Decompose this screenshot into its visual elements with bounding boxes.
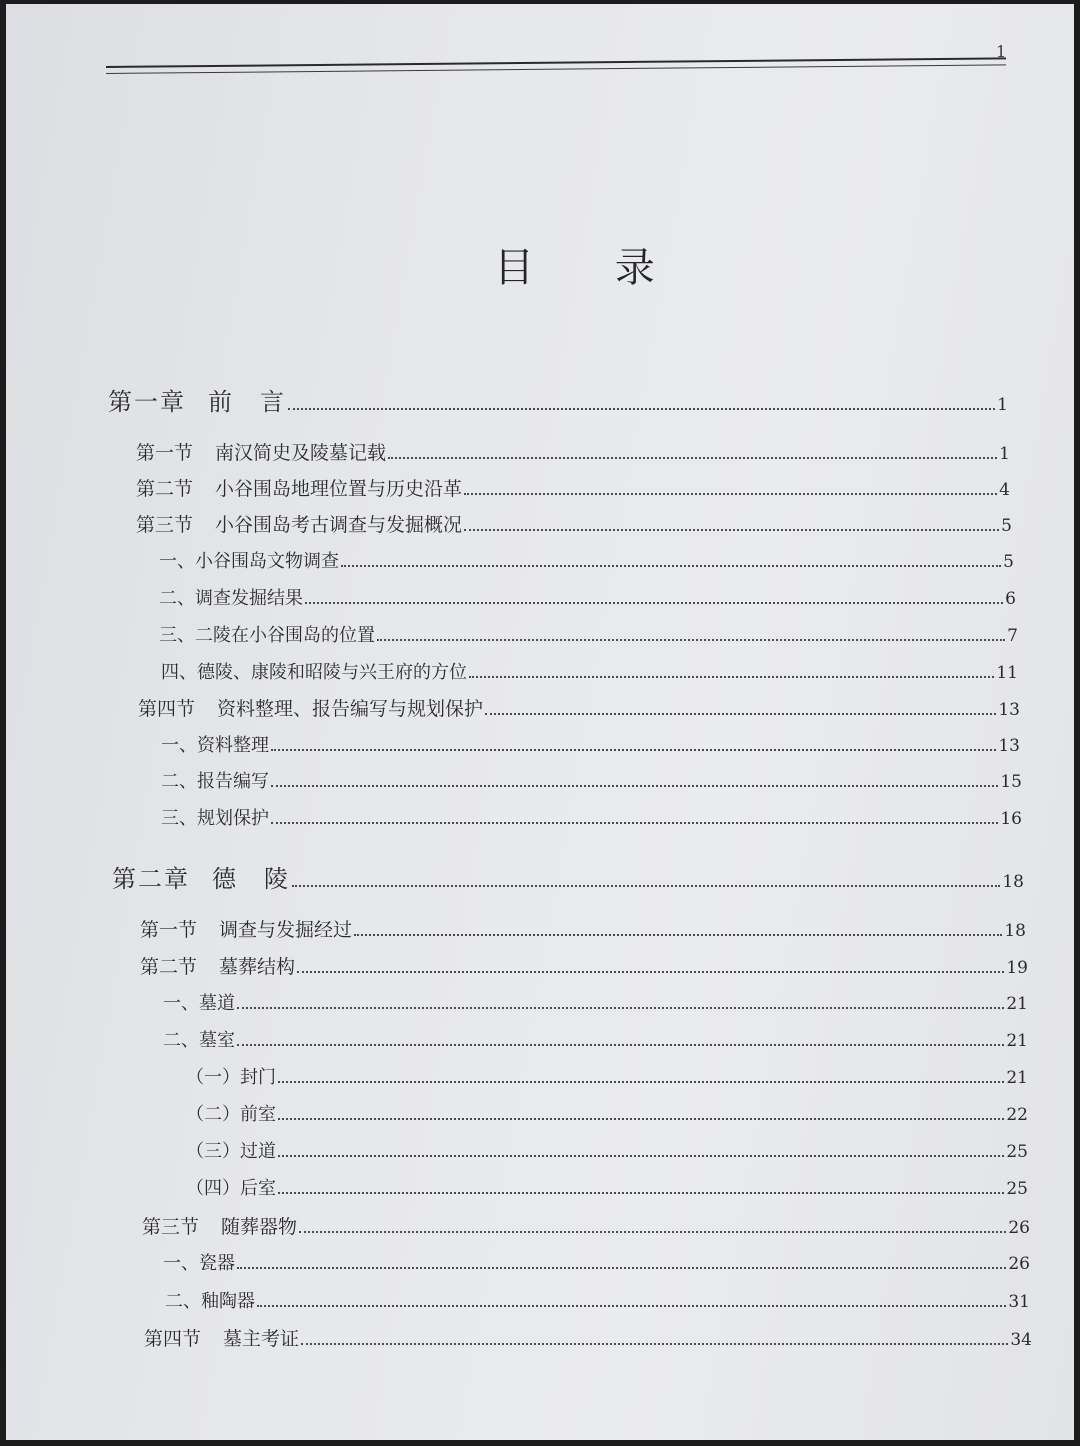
toc-leader-dots (464, 493, 997, 495)
toc-leader-dots (469, 676, 994, 678)
toc-entry-label (136, 438, 386, 465)
toc-entry-label (186, 1100, 276, 1126)
toc-leader-dots (354, 934, 1002, 936)
toc-entry-number: 第四节 (138, 698, 196, 720)
toc-entry-text: （二）前室 (186, 1104, 276, 1125)
toc-entry-label (136, 510, 462, 537)
toc-entry (136, 510, 1012, 542)
toc-entry-label (142, 1212, 297, 1239)
toc-entry-number: 第一节 (136, 442, 194, 464)
toc-entry-number: 第三节 (136, 514, 194, 536)
toc-entry-text: 二、釉陶器 (165, 1291, 255, 1312)
toc-leader-dots (278, 1118, 1004, 1120)
toc-entry-number: 第三节 (142, 1216, 200, 1238)
toc-entry-text: 二、墓室 (163, 1030, 235, 1051)
toc-entry-label (144, 1324, 299, 1351)
toc-entry (163, 989, 1028, 1021)
toc-leader-dots (288, 408, 995, 410)
toc-entry-page: 13 (998, 736, 1020, 756)
toc-entry-text: 一、资料整理 (161, 735, 269, 756)
document-page (6, 4, 1074, 1440)
toc-leader-dots (237, 1007, 1004, 1009)
toc-entry (161, 804, 1022, 836)
toc-leader-dots (271, 785, 998, 787)
toc-entry-number: 第二节 (140, 956, 198, 978)
toc-leader-dots (271, 749, 996, 751)
toc-entry (161, 767, 1022, 799)
toc-entry-text: 资料整理、报告编写与规划保护 (217, 698, 484, 720)
toc-entry-text: 小谷围岛地理位置与历史沿革 (215, 478, 463, 500)
toc-entry-page: 18 (1004, 921, 1026, 941)
toc-entry-label (186, 1137, 276, 1163)
toc-entry-label (140, 915, 352, 942)
toc-entry-text: 南汉简史及陵墓记载 (215, 442, 387, 464)
toc-entry (112, 859, 1024, 891)
toc-entry (161, 658, 1018, 690)
toc-leader-dots (278, 1192, 1004, 1194)
toc-entry-label (161, 804, 269, 830)
toc-entry-page: 13 (998, 700, 1020, 720)
toc-title: 目 录 (494, 245, 689, 291)
toc-leader-dots (305, 602, 1003, 604)
toc-entry-label (186, 1174, 276, 1200)
toc-entry-page: 19 (1006, 958, 1028, 978)
toc-entry-text: 随葬器物 (221, 1216, 298, 1238)
toc-entry-page: 6 (1005, 589, 1016, 609)
toc-entry-page: 31 (1008, 1292, 1030, 1312)
toc-entry-label (159, 547, 339, 573)
toc-entry (136, 474, 1010, 506)
toc-entry-text: 二、报告编写 (161, 771, 269, 792)
toc-entry-page: 11 (996, 663, 1018, 683)
toc-entry-page: 15 (1000, 772, 1022, 792)
toc-entry-page: 16 (1000, 809, 1022, 829)
toc-leader-dots (237, 1044, 1004, 1046)
toc-entry (136, 438, 1010, 470)
toc-entry (163, 1249, 1030, 1281)
toc-entry-page: 34 (1010, 1330, 1032, 1350)
toc-entry-label (159, 621, 375, 647)
toc-leader-dots (257, 1305, 1006, 1307)
toc-leader-dots (278, 1155, 1004, 1157)
toc-leader-dots (292, 885, 1000, 887)
toc-leader-dots (278, 1081, 1004, 1083)
toc-entry-text: 三、规划保护 (161, 808, 269, 829)
toc-entry (186, 1100, 1028, 1132)
toc-entry-text: 四、德陵、康陵和昭陵与兴王府的方位 (161, 662, 467, 683)
toc-entry-text: 二、调查发掘结果 (159, 588, 303, 609)
toc-entry (138, 694, 1020, 726)
toc-entry-page: 5 (1003, 552, 1014, 572)
page-number: 1 (996, 42, 1007, 61)
toc-entry (142, 1212, 1030, 1244)
toc-leader-dots (301, 1343, 1008, 1345)
toc-entry-label (161, 658, 467, 684)
toc-leader-dots (464, 529, 999, 531)
toc-leader-dots (377, 639, 1005, 641)
toc-entry (161, 731, 1020, 763)
toc-entry-page: 1 (999, 444, 1010, 464)
toc-entry-page: 25 (1006, 1179, 1028, 1199)
toc-entry-label (163, 989, 235, 1015)
toc-entry (159, 547, 1014, 579)
toc-entry-text: 德 陵 (212, 865, 290, 893)
toc-entry-page: 21 (1006, 994, 1028, 1014)
toc-entry (186, 1063, 1028, 1095)
toc-entry-label (163, 1249, 235, 1275)
toc-entry (140, 915, 1026, 947)
toc-entry-label (112, 859, 290, 894)
toc-entry (140, 952, 1028, 984)
toc-entry-page: 21 (1006, 1031, 1028, 1051)
toc-entry-label (138, 694, 483, 721)
toc-entry-page: 7 (1007, 626, 1018, 646)
toc-entry-text: （一）封门 (186, 1067, 276, 1088)
toc-entry-number: 第一节 (140, 919, 198, 941)
toc-entry-page: 4 (999, 480, 1010, 500)
toc-leader-dots (297, 971, 1004, 973)
toc-entry-number: 第四节 (144, 1328, 202, 1350)
toc-entry-text: 一、瓷器 (163, 1253, 235, 1274)
toc-leader-dots (271, 822, 998, 824)
toc-entry-page: 22 (1006, 1105, 1028, 1125)
toc-entry-label (163, 1026, 235, 1052)
toc-entry-text: （三）过道 (186, 1141, 276, 1162)
toc-entry-label (186, 1063, 276, 1089)
toc-entry-text: 一、墓道 (163, 993, 235, 1014)
toc-entry-label (159, 584, 303, 610)
toc-entry (186, 1174, 1028, 1206)
toc-entry (163, 1026, 1028, 1058)
toc-entry-text: 一、小谷围岛文物调查 (159, 551, 339, 572)
toc-entry-label (161, 767, 269, 793)
toc-entry-label (161, 731, 269, 757)
toc-entry-label (136, 474, 462, 501)
toc-leader-dots (341, 565, 1001, 567)
toc-entry-number: 第二章 (112, 865, 190, 893)
toc-entry-page: 21 (1006, 1068, 1028, 1088)
toc-entry-page: 26 (1008, 1254, 1030, 1274)
toc-entry-text: 调查与发掘经过 (219, 919, 353, 941)
toc-entry-text: 墓葬结构 (219, 956, 296, 978)
toc-entry-page: 25 (1006, 1142, 1028, 1162)
toc-entry-page: 26 (1008, 1218, 1030, 1238)
toc-entry-number: 第二节 (136, 478, 194, 500)
toc-entry (108, 382, 1008, 414)
toc-entry-text: 墓主考证 (223, 1328, 300, 1350)
toc-leader-dots (388, 457, 997, 459)
toc-entry-text: 三、二陵在小谷围岛的位置 (159, 625, 375, 646)
toc-entry (186, 1137, 1028, 1169)
toc-entry-page: 18 (1002, 872, 1024, 892)
toc-entry (159, 621, 1018, 653)
toc-leader-dots (237, 1267, 1006, 1269)
toc-entry (165, 1287, 1030, 1319)
toc-entry-number: 第一章 (108, 388, 186, 416)
toc-entry-text: 前 言 (208, 388, 286, 416)
toc-entry-text: 小谷围岛考古调查与发掘概况 (215, 514, 463, 536)
toc-entry-label (140, 952, 295, 979)
toc-entry-label (165, 1287, 255, 1313)
toc-entry-page: 1 (997, 395, 1008, 415)
toc-entry-text: （四）后室 (186, 1178, 276, 1199)
toc-leader-dots (485, 713, 996, 715)
toc-entry (144, 1324, 1032, 1356)
toc-entry (159, 584, 1016, 616)
toc-entry-page: 5 (1001, 516, 1012, 536)
toc-leader-dots (299, 1231, 1006, 1233)
toc-entry-label (108, 382, 286, 417)
